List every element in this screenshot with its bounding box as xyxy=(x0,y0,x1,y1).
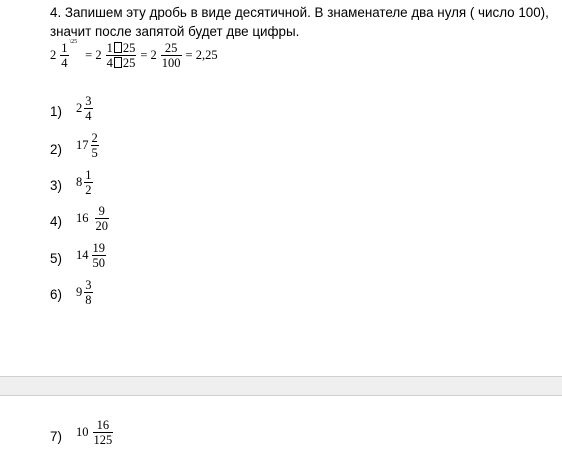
item-6-numerator: 3 xyxy=(85,278,92,292)
item-label-7: 7) xyxy=(50,429,62,444)
item-4-whole: 16 xyxy=(76,211,89,225)
item-label-6: 6) xyxy=(50,287,62,302)
times-placeholder-icon xyxy=(114,57,122,68)
example-fraction-2 xyxy=(106,41,137,70)
example-equals-1: = 2 xyxy=(85,48,102,62)
example-fraction-2-numerator xyxy=(106,41,137,56)
item-number-7 xyxy=(76,418,113,447)
example-fraction-3 xyxy=(161,41,182,70)
example-equals-2: = 2 xyxy=(140,48,157,62)
times-placeholder-icon xyxy=(114,42,122,53)
item-7-fraction xyxy=(93,418,114,447)
item-1-numerator: 3 xyxy=(85,94,92,108)
item-3-fraction xyxy=(84,168,92,197)
example-fraction-2-den-a: 4 xyxy=(106,56,113,70)
item-5-denominator: 50 xyxy=(92,256,105,270)
page-break-divider xyxy=(0,376,562,396)
item-6-denominator: 8 xyxy=(85,293,92,307)
item-1-whole: 2 xyxy=(76,101,83,115)
item-4-numerator: 9 xyxy=(95,204,110,219)
item-label-4: 4) xyxy=(50,214,62,229)
item-4-denominator: 20 xyxy=(95,219,108,233)
item-5-whole: 14 xyxy=(76,248,89,262)
item-4-fraction xyxy=(95,204,110,233)
example-fraction-2-denominator xyxy=(106,56,137,70)
item-1-denominator: 4 xyxy=(85,109,92,123)
example-equation xyxy=(50,38,222,70)
item-3-denominator: 2 xyxy=(85,183,92,197)
item-2-whole: 17 xyxy=(76,138,89,152)
heading-line-2: значит после запятой будет две цифры. xyxy=(50,24,300,39)
example-whole-1: 2 xyxy=(50,48,57,62)
example-fraction-2-num-b: 25 xyxy=(122,41,136,55)
item-number-4 xyxy=(76,204,109,233)
item-label-2: 2) xyxy=(50,142,62,157)
item-2-numerator: 2 xyxy=(91,131,98,145)
item-2-fraction xyxy=(91,131,99,160)
item-3-numerator: 1 xyxy=(85,168,92,182)
item-1-fraction xyxy=(84,94,92,123)
example-fraction-2-num-a: 1 xyxy=(106,41,113,55)
example-fraction-3-numerator: 25 xyxy=(161,41,182,56)
item-number-2 xyxy=(76,131,99,160)
item-3-whole: 8 xyxy=(76,175,83,189)
example-fraction-1 xyxy=(60,41,68,70)
example-multiplier-note: \25 xyxy=(69,38,78,45)
example-fraction-3-denominator: 100 xyxy=(161,56,181,70)
task-heading xyxy=(50,3,555,41)
item-7-denominator: 125 xyxy=(93,433,113,447)
item-number-3 xyxy=(76,168,93,197)
item-label-3: 3) xyxy=(50,178,62,193)
example-fraction-1-denominator: 4 xyxy=(61,56,68,70)
example-fraction-2-den-b: 25 xyxy=(122,56,136,70)
item-number-1 xyxy=(76,94,93,123)
item-number-5 xyxy=(76,241,106,270)
item-5-fraction xyxy=(92,241,107,270)
example-result: = 2,25 xyxy=(185,48,218,62)
item-label-5: 5) xyxy=(50,251,62,266)
item-7-numerator: 16 xyxy=(93,418,114,433)
item-7-whole: 10 xyxy=(76,425,89,439)
item-5-numerator: 19 xyxy=(92,241,105,255)
heading-line-1: 4. Запишем эту дробь в виде десятичной. В знаменателе два нуля ( число 100), xyxy=(50,5,549,20)
example-fraction-1-numerator: 1 xyxy=(61,41,68,55)
item-number-6 xyxy=(76,278,93,307)
item-6-whole: 9 xyxy=(76,285,83,299)
item-6-fraction xyxy=(84,278,92,307)
item-2-denominator: 5 xyxy=(91,146,98,160)
item-label-1: 1) xyxy=(50,104,62,119)
